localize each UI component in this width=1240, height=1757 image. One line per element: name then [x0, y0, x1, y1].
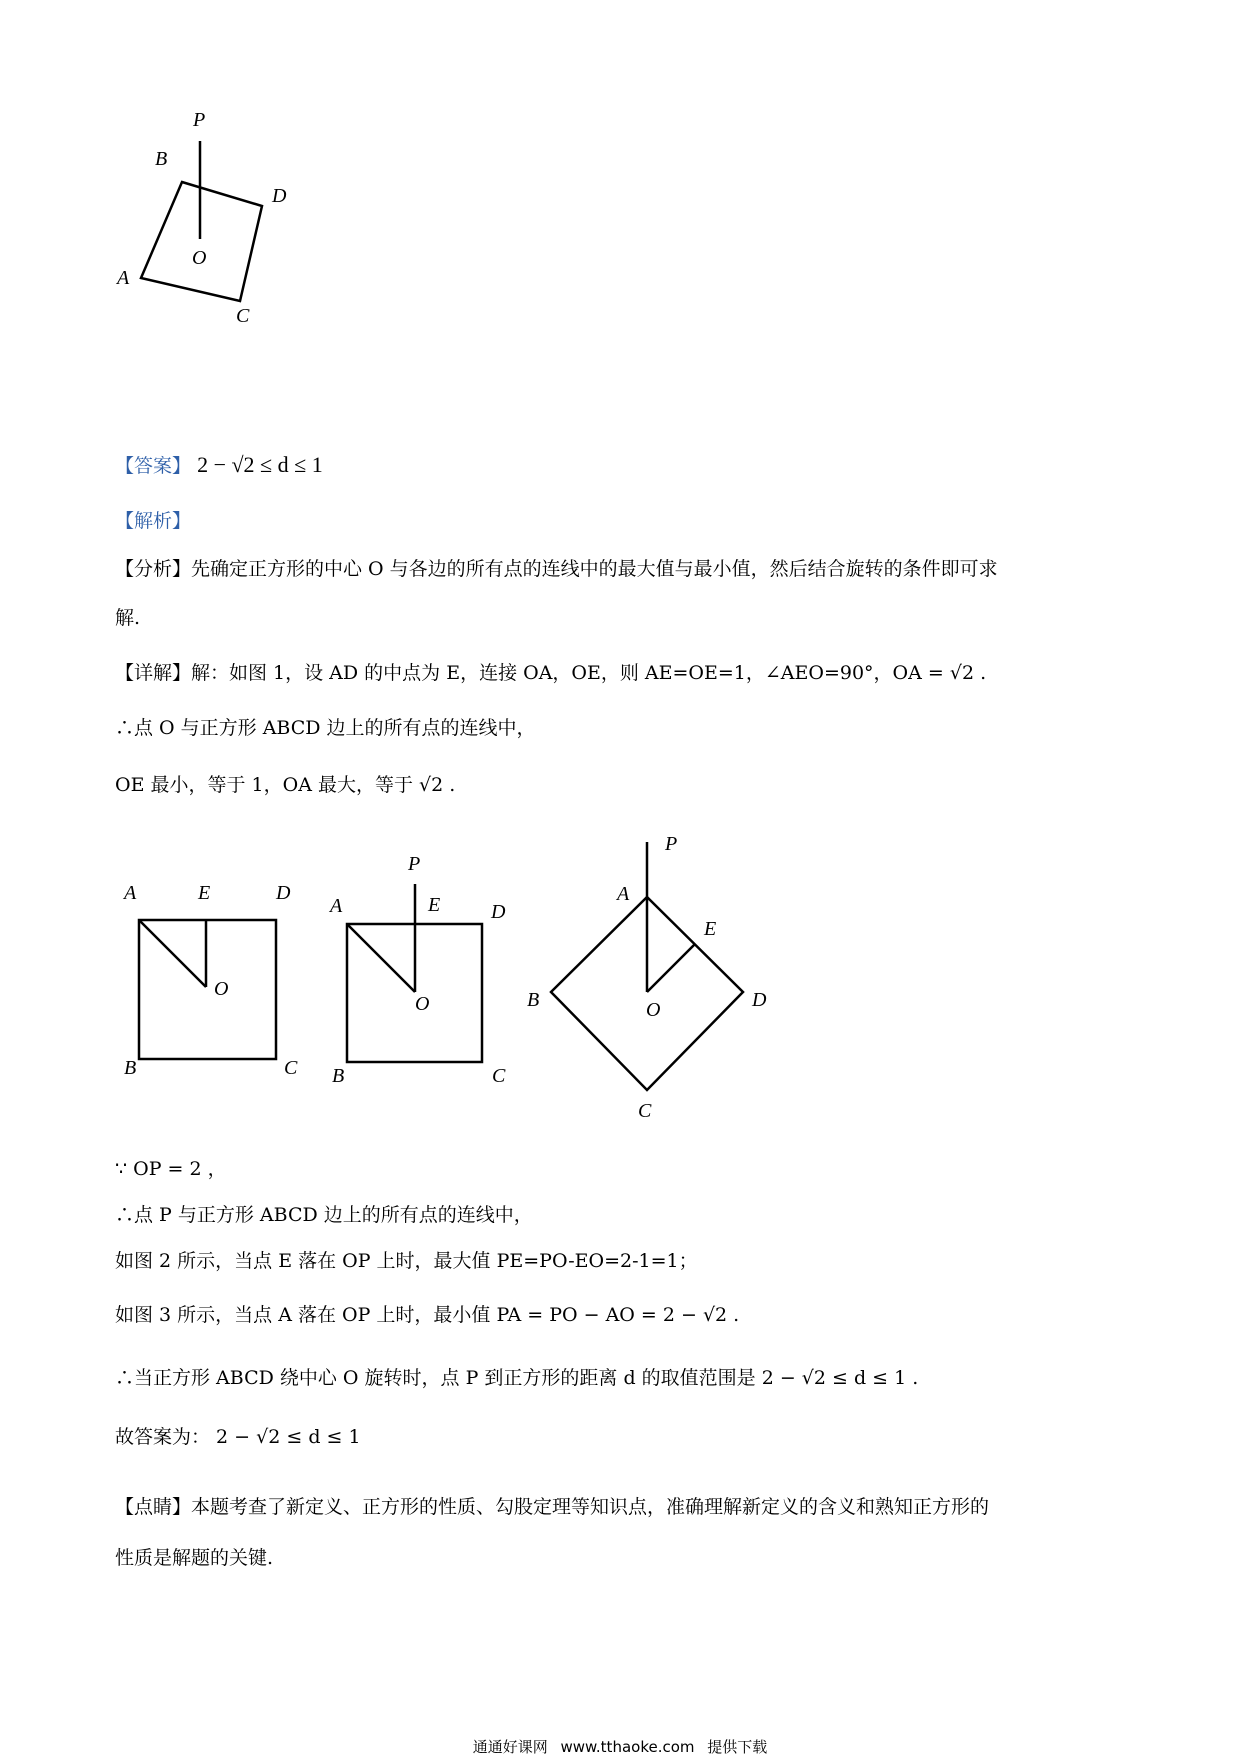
fig2-label-o: O — [415, 993, 430, 1015]
fig2-label-d: D — [491, 901, 506, 923]
fig1-label-e: E — [198, 882, 211, 904]
fig2-label-b: B — [332, 1065, 345, 1087]
footer-site: 通通好课网 — [472, 1738, 548, 1756]
fig3-label-a: A — [617, 883, 630, 905]
figures-row — [110, 820, 790, 1140]
label-o: O — [192, 247, 207, 269]
fig1-label-b: B — [124, 1057, 137, 1079]
fig3-label-e: E — [704, 918, 717, 940]
label-a: A — [117, 267, 130, 289]
fig1-label-c: C — [284, 1057, 298, 1079]
dianjing-text-1: 本题考查了新定义、正方形的性质、勾股定理等知识点，准确理解新定义的含义和熟知正方形的 — [191, 1496, 990, 1518]
answer-tag: 【答案】 — [115, 455, 192, 477]
square-abcd — [141, 182, 262, 301]
dianjing-tag: 【点睛】 — [115, 1496, 192, 1518]
reason-line-5: 如图 2 所示，当点 E 落在 OP 上时，最大值 PE=PO-EO=2-1=1； — [115, 1250, 698, 1272]
label-d: D — [272, 185, 287, 207]
fig2-segment-ao — [347, 924, 415, 992]
detail-tag: 【详解】 — [115, 662, 192, 684]
fig1-segment-ao — [139, 920, 206, 987]
figure-3 — [527, 833, 767, 1122]
fenxi-line-2: 解. — [115, 607, 141, 629]
figure-1 — [122, 882, 298, 1079]
label-b: B — [155, 148, 168, 170]
fig3-label-o: O — [646, 999, 661, 1021]
reason-line-4: ∴点 P 与正方形 ABCD 边上的所有点的连线中， — [115, 1204, 533, 1226]
answer-line — [115, 452, 323, 479]
fig3-segment-oe — [647, 944, 695, 992]
label-c: C — [236, 305, 250, 327]
fig3-label-d: D — [752, 989, 767, 1011]
fig1-label-o: O — [214, 978, 229, 1000]
fig2-label-a: A — [330, 895, 343, 917]
figure-rotated-square — [100, 100, 360, 370]
fenxi-tag: 【分析】 — [115, 558, 192, 580]
fig2-label-c: C — [492, 1065, 506, 1087]
fig2-label-e: E — [428, 894, 441, 916]
label-p: P — [193, 109, 206, 131]
fenxi-line-1 — [115, 556, 998, 582]
fenxi-text-1: 先确定正方形的中心 O 与各边的所有点的连线中的最大值与最小值，然后结合旋转的条件即可求 — [191, 558, 998, 580]
fig1-label-a: A — [124, 882, 137, 904]
reason-line-2: OE 最小，等于 1，OA 最大，等于 √2 . — [115, 774, 456, 796]
detail-line — [115, 660, 986, 686]
analysis-tag: 【解析】 — [115, 510, 192, 532]
footer-suffix: 提供下载 — [707, 1738, 768, 1756]
footer-url[interactable]: www.tthaoke.com — [560, 1738, 695, 1756]
reason-line-6: 如图 3 所示，当点 A 落在 OP 上时，最小值 PA = PO − AO = 2 − √2 . — [115, 1304, 740, 1326]
detail-text: 解：如图 1，设 AD 的中点为 E，连接 OA，OE，则 AE=OE=1，∠AEO=90°，OA = √2 . — [191, 662, 987, 684]
dianjing-line-1 — [115, 1494, 989, 1520]
answer-expression: 2 − √2 ≤ d ≤ 1 — [197, 452, 323, 477]
fig3-label-c: C — [638, 1100, 652, 1122]
fig3-label-b: B — [527, 989, 540, 1011]
reason-line-7: ∴当正方形 ABCD 绕中心 O 旋转时，点 P 到正方形的距离 d 的取值范围是 2 − √2 ≤ d ≤ 1 . — [115, 1367, 919, 1389]
reason-line-3: ∵ OP = 2 ， — [115, 1158, 227, 1180]
fig3-label-p: P — [665, 833, 678, 855]
fig1-label-d: D — [276, 882, 291, 904]
final-answer-line: 故答案为： 2 − √2 ≤ d ≤ 1 — [115, 1426, 361, 1448]
dianjing-line-2: 性质是解题的关键. — [115, 1547, 274, 1569]
fig2-label-p: P — [408, 853, 421, 875]
figure-2 — [328, 853, 506, 1087]
reason-line-1: ∴点 O 与正方形 ABCD 边上的所有点的连线中， — [115, 717, 536, 739]
